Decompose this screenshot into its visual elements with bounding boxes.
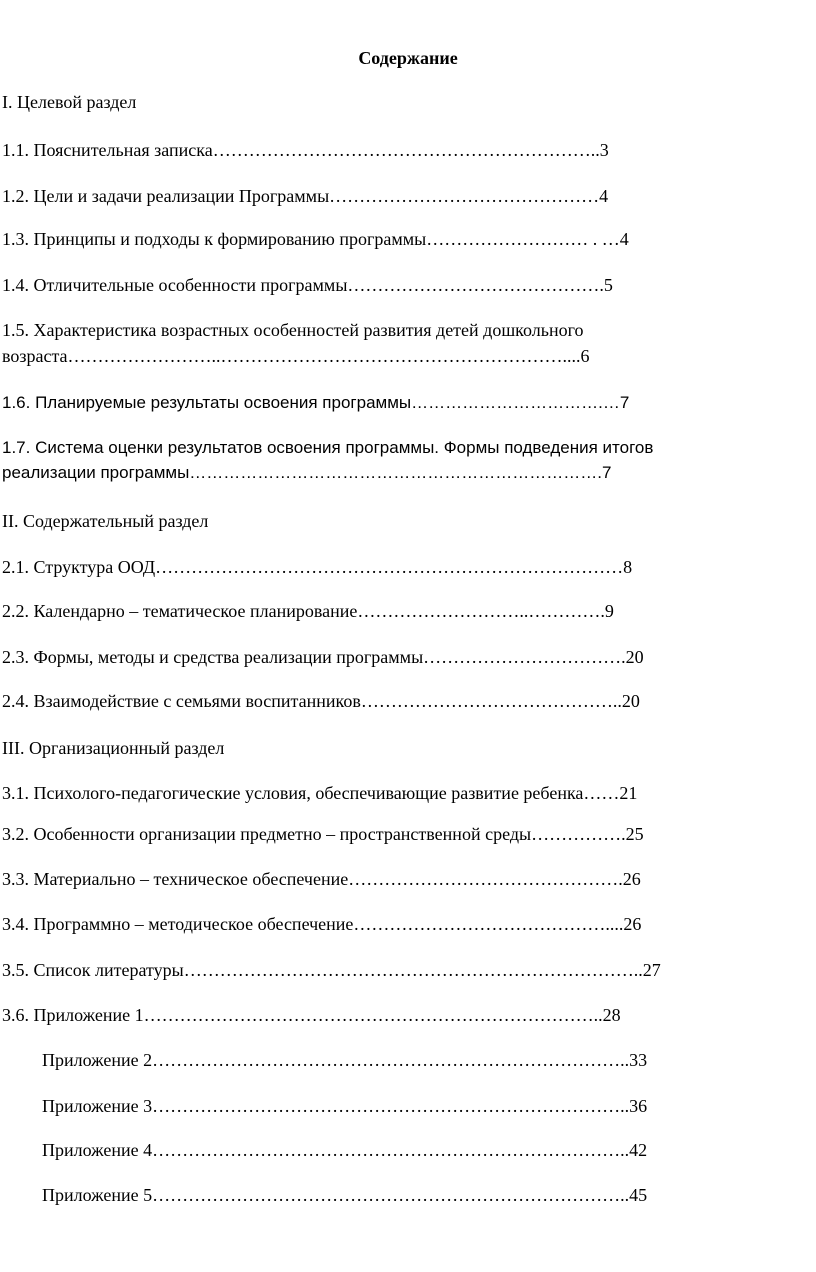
toc-entry-2-3: 2.3. Формы, методы и средства реализации программы…………………………….20 [2,647,644,667]
toc-entry-2-4: 2.4. Взаимодействие с семьями воспитанников……………………………………..20 [2,691,640,711]
toc-entry-1-4: 1.4. Отличительные особенности программы…………………………………….5 [2,275,613,295]
toc-entry-1-6: 1.6. Планируемые результаты освоения программы…………………………….…7 [2,393,630,412]
toc-entry-1-5-line1: 1.5. Характеристика возрастных особенностей развития детей дошкольного [2,320,584,340]
toc-entry-1-2: 1.2. Цели и задачи реализации Программы………………………………………4 [2,186,609,206]
toc-entry-3-1: 3.1. Психолого-педагогические условия, обеспечивающие развитие ребенка……21 [2,783,638,803]
section-2-heading: II. Содержательный раздел [2,511,209,531]
page-title: Содержание [358,48,458,68]
toc-entry-appendix-2: Приложение 2……………………………………………………………………..33 [42,1050,648,1070]
toc-entry-1-7-line1: 1.7. Система оценки результатов освоения программы. Формы подведения итогов [2,438,654,457]
toc-entry-appendix-4: Приложение 4……………………………………………………………………..42 [42,1140,648,1160]
toc-entry-2-1: 2.1. Структура ООД……………………………………………………………………8 [2,557,633,577]
toc-entry-1-5-line2: возраста……………………..…………………………………………………....6 [2,346,590,366]
toc-entry-appendix-3: Приложение 3……………………………………………………………………..36 [42,1096,648,1116]
toc-entry-3-6: 3.6. Приложение 1…………………………………………………………………..28 [2,1005,621,1025]
toc-entry-appendix-5: Приложение 5……………………………………………………………………..45 [42,1185,648,1205]
section-1-heading: I. Целевой раздел [2,92,137,112]
toc-entry-3-4: 3.4. Программно – методическое обеспечение……………………………………....26 [2,914,642,934]
toc-entry-3-5: 3.5. Список литературы…………………………………………………………………..27 [2,960,661,980]
toc-entry-3-3: 3.3. Материально – техническое обеспечение……………………………………….26 [2,869,641,889]
toc-entry-2-2: 2.2. Календарно – тематическое планирование………………………..………….9 [2,601,614,621]
toc-entry-1-3: 1.3. Принципы и подходы к формированию программы……………………… . …4 [2,229,629,249]
toc-entry-3-2: 3.2. Особенности организации предметно – пространственной среды…………….25 [2,824,644,844]
toc-entry-1-7-line2: реализации программы……………………………………………………………….7 [2,463,612,482]
section-3-heading: III. Организационный раздел [2,738,225,758]
toc-entry-1-1: 1.1. Пояснительная записка………………………………………………………..3 [2,140,609,160]
